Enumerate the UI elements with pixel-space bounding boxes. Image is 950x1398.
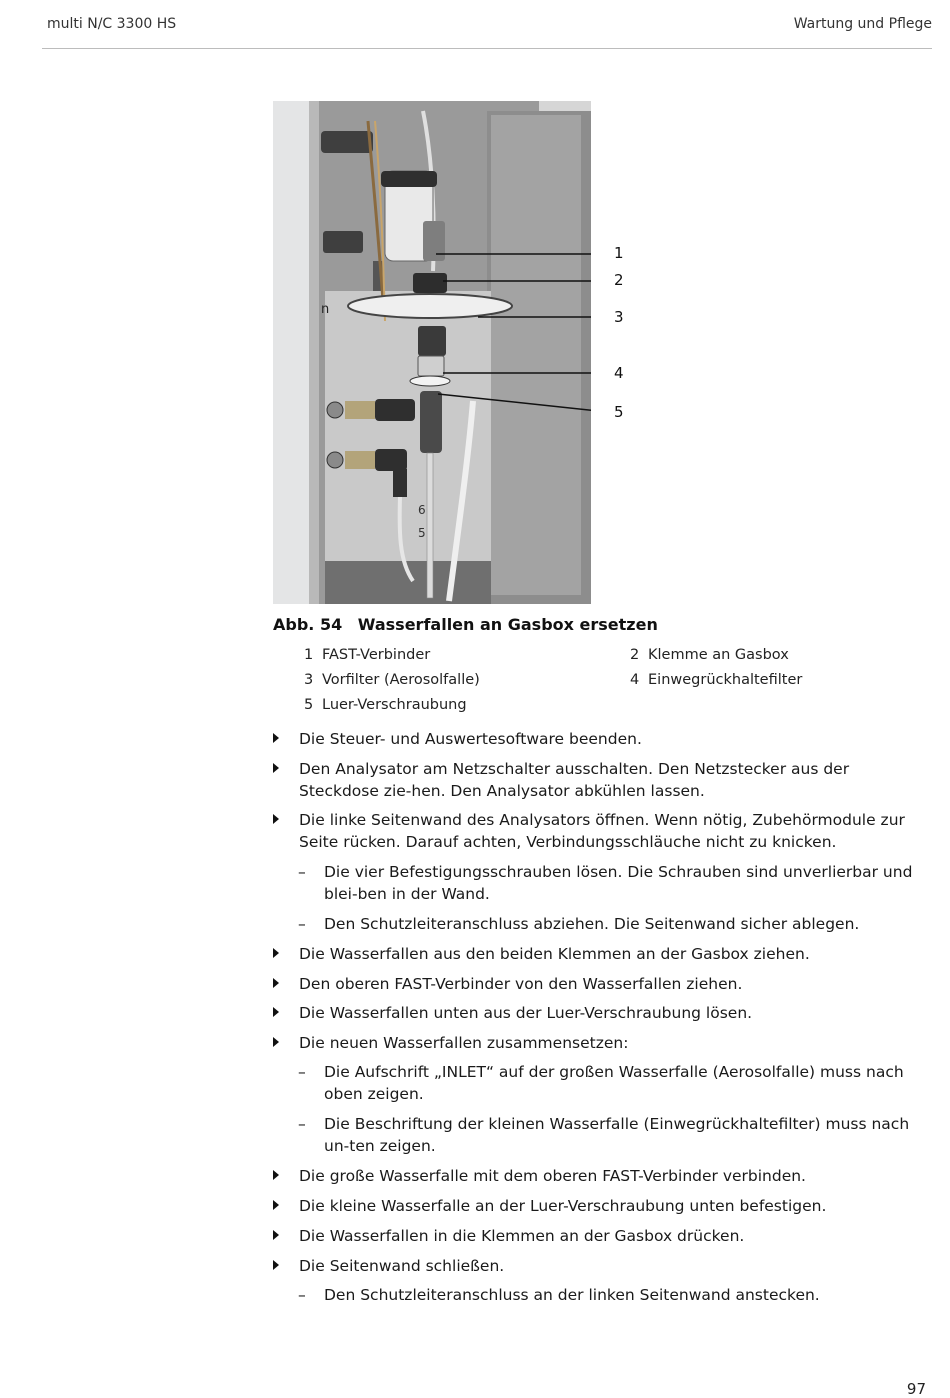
- instruction-step: Den oberen FAST-Verbinder von den Wasserfallen ziehen.: [273, 973, 928, 995]
- page-number: 97: [906, 1380, 926, 1398]
- figure-caption-title: Wasserfallen an Gasbox ersetzen: [357, 615, 658, 634]
- figure-gasbox-illustration: [273, 101, 591, 604]
- instruction-step: Den Analysator am Netzschalter ausschalten. Den Netzstecker aus der Steckdose zie-hen. Den Analysator abkühlen lassen.: [273, 758, 928, 802]
- instruction-step: Die linke Seitenwand des Analysators öffnen. Wenn nötig, Zubehörmodule zur Seite rücken. Darauf achten, Verbindungsschläuche nicht zu knicken.: [273, 809, 928, 853]
- instruction-substep: – Die vier Befestigungsschrauben lösen. Die Schrauben sind unverlierbar und blei-ben in der Wand.: [298, 863, 913, 903]
- figure-callout-2: 2: [614, 271, 624, 289]
- step-arrow-icon: [273, 814, 279, 824]
- figure-callout-3: 3: [614, 308, 624, 326]
- header-document-title: multi N/C 3300 HS: [47, 16, 177, 32]
- step-arrow-icon: [273, 1260, 279, 1270]
- legend-item: 3 Vorfilter (Aerosolfalle): [304, 672, 480, 688]
- step-arrow-icon: [273, 733, 279, 743]
- figure-callout-4: 4: [614, 364, 624, 382]
- legend-item: 4 Einwegrückhaltefilter: [630, 672, 803, 688]
- step-arrow-icon: [273, 1200, 279, 1210]
- legend-item: 1 FAST-Verbinder: [304, 647, 431, 663]
- instruction-substep: – Den Schutzleiteranschluss abziehen. Die Seitenwand sicher ablegen.: [298, 915, 860, 933]
- step-arrow-icon: [273, 1170, 279, 1180]
- step-arrow-icon: [273, 763, 279, 773]
- legend-item: 2 Klemme an Gasbox: [630, 647, 789, 663]
- instruction-step: Die große Wasserfalle mit dem oberen FAST-Verbinder verbinden.: [273, 1165, 928, 1187]
- instruction-step: Die Wasserfallen aus den beiden Klemmen an der Gasbox ziehen.: [273, 943, 928, 965]
- instruction-step: Die neuen Wasserfallen zusammensetzen:: [273, 1032, 928, 1054]
- step-arrow-icon: [273, 948, 279, 958]
- figure-callout-1: 1: [614, 244, 624, 262]
- instruction-step: Die Wasserfallen unten aus der Luer-Verschraubung lösen.: [273, 1002, 928, 1024]
- instruction-substep: – Die Beschriftung der kleinen Wasserfalle (Einwegrückhaltefilter) muss nach un-ten zeigen.: [298, 1115, 910, 1155]
- header-divider: [42, 48, 932, 49]
- instruction-step: Die Wasserfallen in die Klemmen an der Gasbox drücken.: [273, 1225, 928, 1247]
- step-arrow-icon: [273, 1007, 279, 1017]
- step-arrow-icon: [273, 1230, 279, 1240]
- figure-caption-number: Abb. 54: [273, 615, 343, 634]
- figure-label-n: n: [321, 302, 330, 317]
- figure-callout-5: 5: [614, 403, 624, 421]
- legend-item: 5 Luer-Verschraubung: [304, 697, 467, 713]
- instruction-substep: – Den Schutzleiteranschluss an der linken Seitenwand anstecken.: [298, 1286, 820, 1304]
- instruction-step: Die kleine Wasserfalle an der Luer-Verschraubung unten befestigen.: [273, 1195, 928, 1217]
- step-arrow-icon: [273, 978, 279, 988]
- header-section-title: Wartung und Pflege: [793, 16, 932, 32]
- step-arrow-icon: [273, 1037, 279, 1047]
- figure-label-5: 5: [418, 526, 426, 540]
- figure-caption: [273, 615, 658, 634]
- instruction-step: Die Seitenwand schließen.: [273, 1255, 928, 1277]
- instruction-substep: – Die Aufschrift „INLET“ auf der großen Wasserfalle (Aerosolfalle) muss nach oben zeigen.: [298, 1063, 904, 1103]
- instruction-step: Die Steuer- und Auswertesoftware beenden.: [273, 728, 928, 750]
- figure-label-6: 6: [418, 503, 426, 517]
